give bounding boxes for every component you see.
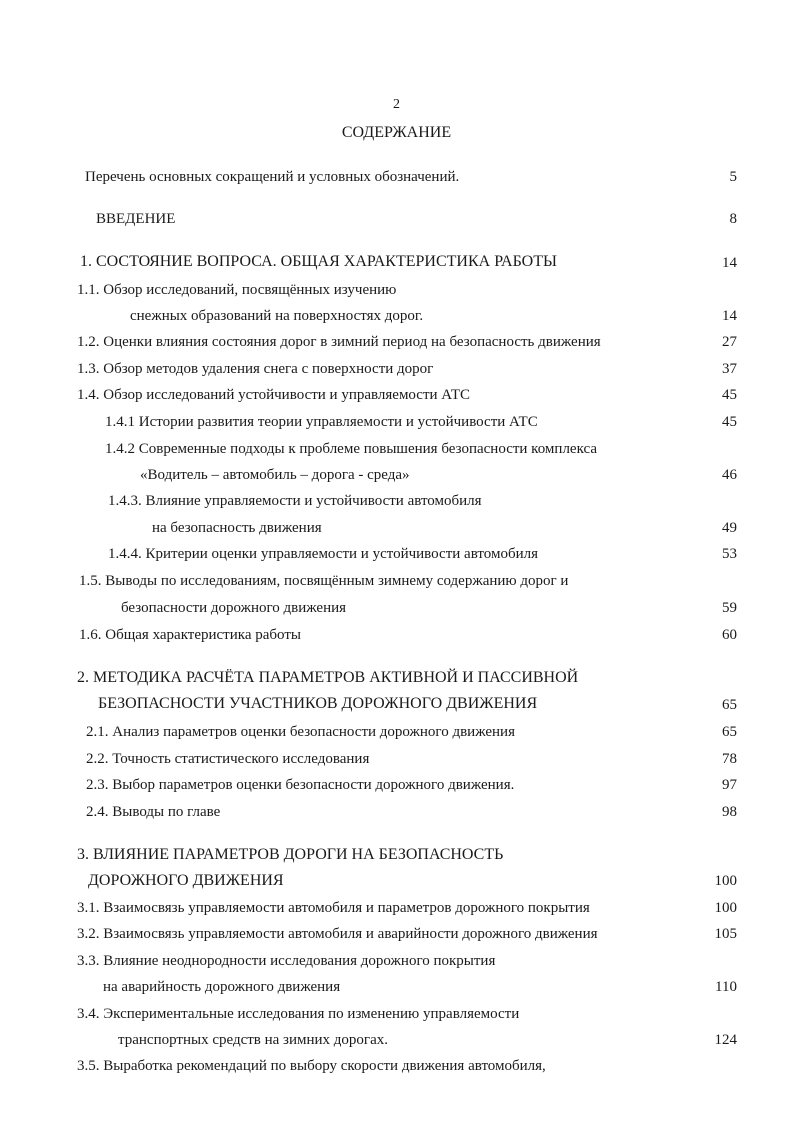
toc-page: 60 bbox=[722, 627, 737, 643]
toc-entry: 3.1. Взаимосвязь управляемости автомобиля и параметров дорожного покрытия bbox=[77, 900, 590, 916]
toc-page: 124 bbox=[714, 1032, 737, 1048]
toc-entry: 1.4.4. Критерии оценки управляемости и устойчивости автомобиля bbox=[108, 546, 539, 562]
toc-page: 45 bbox=[722, 414, 737, 430]
toc-page: 37 bbox=[722, 361, 737, 377]
toc-page: 49 bbox=[722, 520, 737, 536]
toc-page: 65 bbox=[722, 724, 737, 740]
toc-entry: «Водитель – автомобиль – дорога - среда» bbox=[140, 467, 410, 483]
toc-entry: 2.2. Точность статистического исследования bbox=[86, 751, 370, 767]
toc-entry: безопасности дорожного движения bbox=[121, 600, 347, 616]
toc-entry: 1. СОСТОЯНИЕ ВОПРОСА. ОБЩАЯ ХАРАКТЕРИСТИКА РАБОТЫ bbox=[80, 253, 557, 270]
toc-entry: ВВЕДЕНИЕ bbox=[96, 211, 176, 227]
toc-page: 110 bbox=[715, 979, 737, 995]
toc-entry: 3.5. Выработка рекомендаций по выбору скорости движения автомобиля, bbox=[77, 1058, 546, 1074]
toc-entry: 1.4.1 Истории развития теории управляемости и устойчивости АТС bbox=[105, 414, 538, 430]
toc-page: 53 bbox=[722, 546, 737, 562]
toc-entry: 3.2. Взаимосвязь управляемости автомобиля и аварийности дорожного движения bbox=[77, 926, 598, 942]
toc-page: 100 bbox=[714, 900, 737, 916]
toc-page: 59 bbox=[722, 600, 737, 616]
toc-entry: на аварийность дорожного движения bbox=[103, 979, 341, 995]
toc-entry: 3.3. Влияние неоднородности исследования дорожного покрытия bbox=[77, 953, 496, 969]
toc-entry: 3. ВЛИЯНИЕ ПАРАМЕТРОВ ДОРОГИ НА БЕЗОПАСНОСТЬ bbox=[77, 846, 504, 863]
toc-page: 46 bbox=[722, 467, 737, 483]
toc-entry: 2.3. Выбор параметров оценки безопасности дорожного движения. bbox=[86, 777, 515, 793]
toc-page: 100 bbox=[714, 873, 737, 889]
toc-entry: 1.2. Оценки влияния состояния дорог в зимний период на безопасность движения bbox=[77, 334, 601, 350]
toc-entry: 1.4.2 Современные подходы к проблеме повышения безопасности комплекса bbox=[105, 441, 597, 457]
page-number: 2 bbox=[393, 97, 400, 112]
toc-entry: БЕЗОПАСНОСТИ УЧАСТНИКОВ ДОРОЖНОГО ДВИЖЕНИЯ bbox=[98, 695, 538, 712]
toc-page: 65 bbox=[722, 697, 737, 713]
toc-entry: 1.5. Выводы по исследованиям, посвящённым зимнему содержанию дорог и bbox=[79, 573, 569, 589]
toc-page: 8 bbox=[729, 211, 737, 227]
toc-entry: 1.4.3. Влияние управляемости и устойчивости автомобиля bbox=[108, 493, 482, 509]
toc-entry: 1.3. Обзор методов удаления снега с поверхности дорог bbox=[77, 361, 434, 377]
toc-page: 97 bbox=[722, 777, 737, 793]
toc-entry: снежных образований на поверхностях дорог. bbox=[130, 308, 424, 324]
toc-entry: транспортных средств на зимних дорогах. bbox=[118, 1032, 388, 1048]
toc-entry: 1.6. Общая характеристика работы bbox=[79, 627, 301, 643]
toc-entry: ДОРОЖНОГО ДВИЖЕНИЯ bbox=[88, 872, 284, 889]
toc-entry: на безопасность движения bbox=[152, 520, 322, 536]
toc-entry: 1.4. Обзор исследований устойчивости и управляемости АТС bbox=[77, 387, 470, 403]
page-title: СОДЕРЖАНИЕ bbox=[341, 124, 452, 141]
toc-entry: Перечень основных сокращений и условных обозначений. bbox=[85, 169, 460, 185]
toc-page: 14 bbox=[722, 308, 737, 324]
toc-entry: 2.4. Выводы по главе bbox=[86, 804, 221, 820]
toc-page: 27 bbox=[722, 334, 737, 350]
toc-page: 14 bbox=[722, 255, 737, 271]
toc-entry: 1.1. Обзор исследований, посвящённых изучению bbox=[77, 282, 397, 298]
toc-entry: 2.1. Анализ параметров оценки безопасности дорожного движения bbox=[86, 724, 515, 740]
toc-page: 105 bbox=[714, 926, 737, 942]
toc-entry: 2. МЕТОДИКА РАСЧЁТА ПАРАМЕТРОВ АКТИВНОЙ И ПАССИВНОЙ bbox=[77, 669, 579, 686]
toc-page: 45 bbox=[722, 387, 737, 403]
toc-page: 98 bbox=[722, 804, 737, 820]
toc-page: 5 bbox=[729, 169, 737, 185]
toc-page: 78 bbox=[722, 751, 737, 767]
toc-entry: 3.4. Экспериментальные исследования по изменению управляемости bbox=[77, 1006, 520, 1022]
